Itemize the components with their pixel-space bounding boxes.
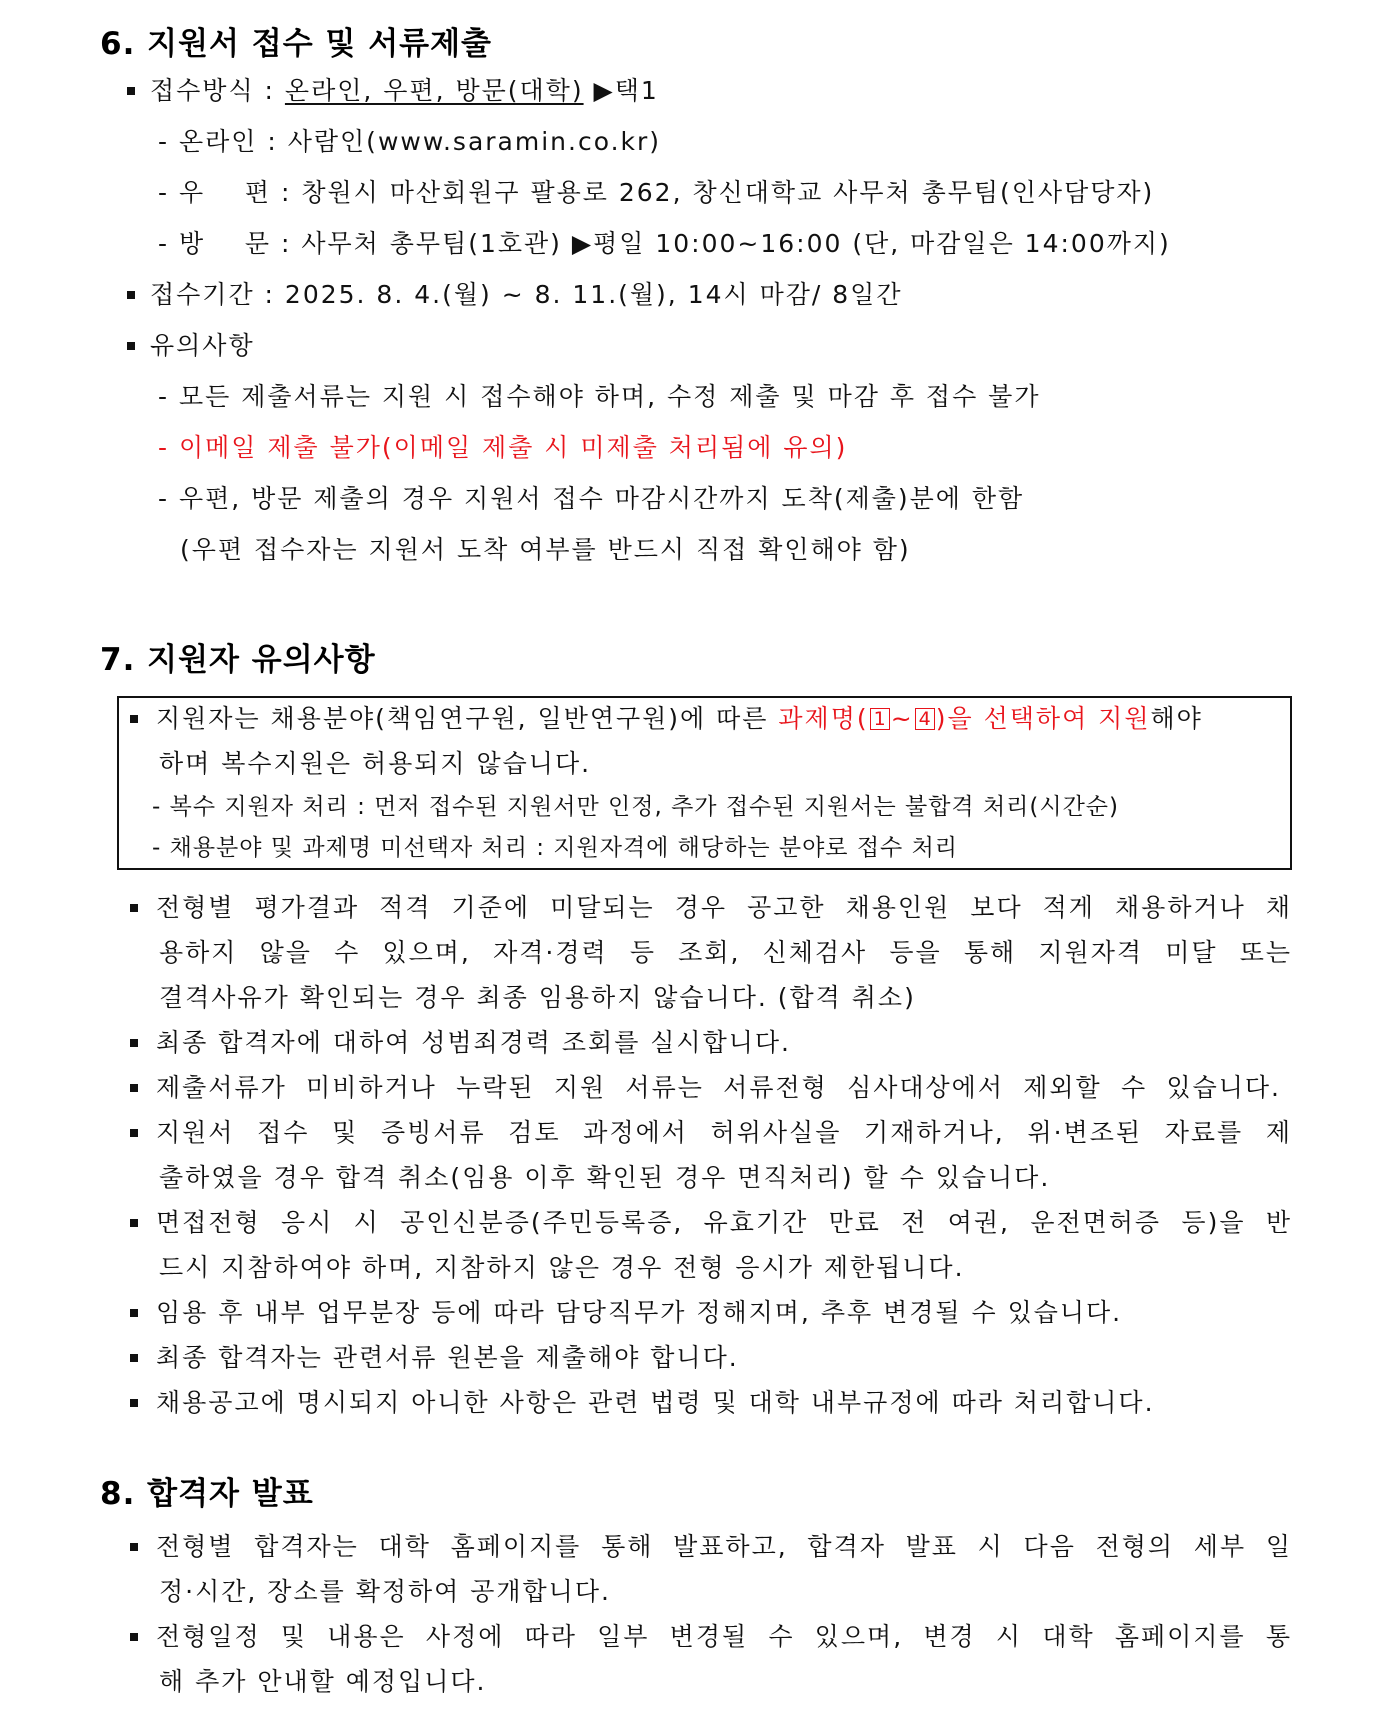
box-number-4: 4 (915, 708, 935, 730)
submission-method (150, 74, 659, 108)
box-tilde: ~ (890, 704, 914, 733)
bullet (127, 342, 135, 350)
section-7-title: 7. 지원자 유의사항 (100, 642, 376, 678)
bullet (130, 1129, 138, 1137)
item-5-line-2: 드시 지참하여야 하며, 지참하지 않은 경우 전형 응시가 제한됩니다. (159, 1253, 965, 1282)
box-sub-2: - 채용분야 및 과제명 미선택자 처리 : 지원자격에 해당하는 분야로 접수 처리 (152, 835, 959, 861)
bullet (130, 1039, 138, 1047)
bullet (127, 87, 135, 95)
notes-label: 유의사항 (150, 331, 255, 360)
box-sub-1: - 복수 지원자 처리 : 먼저 접수된 지원서만 인정, 추가 접수된 지원서는 불합격 처리(시간순) (152, 794, 1119, 820)
bullet (130, 1354, 138, 1362)
note-3-continued: (우편 접수자는 지원서 도착 여부를 반드시 직접 확인해야 함) (180, 535, 911, 564)
box-line-1 (156, 702, 1203, 736)
bullet (130, 715, 138, 723)
method-visit: - 방 문 : 사무처 총무팀(1호관) ▶평일 10:00~16:00 (단, 마감일은 14:00까지) (158, 229, 1171, 258)
method-tail: ▶택1 (583, 76, 659, 105)
item-1-line-3: 결격사유가 확인되는 경우 최종 임용하지 않습니다. (합격 취소) (159, 983, 916, 1012)
item-7: 최종 합격자는 관련서류 원본을 제출해야 합니다. (156, 1343, 739, 1372)
section-8-title: 8. 합격자 발표 (100, 1476, 314, 1512)
method-value: 온라인, 우편, 방문(대학) (284, 76, 584, 105)
bullet (130, 1219, 138, 1227)
box-red-2: )을 선택하여 지원 (935, 704, 1151, 733)
item-8: 채용공고에 명시되지 아니한 사항은 관련 법령 및 대학 내부규정에 따라 처리합니다. (156, 1388, 1155, 1417)
bullet (130, 904, 138, 912)
s8-item-2-line-2: 해 추가 안내할 예정입니다. (159, 1667, 487, 1696)
bullet (130, 1633, 138, 1641)
bullet (130, 1543, 138, 1551)
bullet (127, 291, 135, 299)
item-1-line-2: 용하지 않을 수 있으며, 자격·경력 등 조회, 신체검사 등을 통해 지원자격 미달 또는 (159, 938, 1292, 967)
submission-period: 접수기간 : 2025. 8. 4.(월) ~ 8. 11.(월), 14시 마감/ 8일간 (150, 280, 903, 309)
method-online: - 온라인 : 사람인(www.saramin.co.kr) (158, 127, 662, 156)
s8-item-1-line-2: 정·시간, 장소를 확정하여 공개합니다. (159, 1577, 611, 1606)
bullet (130, 1399, 138, 1407)
item-2: 최종 합격자에 대하여 성범죄경력 조회를 실시합니다. (156, 1028, 791, 1057)
s8-item-1-line-1: 전형별 합격자는 대학 홈페이지를 통해 발표하고, 합격자 발표 시 다음 전형의 세부 일 (156, 1532, 1292, 1561)
note-3: - 우편, 방문 제출의 경우 지원서 접수 마감시간까지 도착(제출)분에 한함 (158, 484, 1025, 513)
note-2: - 이메일 제출 불가(이메일 제출 시 미제출 처리됨에 유의) (158, 433, 848, 462)
method-post: - 우 편 : 창원시 마산회원구 팔용로 262, 창신대학교 사무처 총무팀(인사담당자) (158, 178, 1155, 207)
bullet (130, 1084, 138, 1092)
method-label: 접수방식 : (150, 76, 285, 105)
item-5-line-1: 면접전형 응시 시 공인신분증(주민등록증, 유효기간 만료 전 여권, 운전면허증 등)을 반 (156, 1208, 1292, 1237)
item-4-line-2: 출하였을 경우 합격 취소(임용 이후 확인된 경우 면직처리) 할 수 있습니다. (159, 1163, 1051, 1192)
box-text-b: 해야 (1150, 704, 1203, 733)
bullet (130, 1309, 138, 1317)
box-text-a: 지원자는 채용분야(책임연구원, 일반연구원)에 따른 (156, 704, 779, 733)
item-3: 제출서류가 미비하거나 누락된 지원 서류는 서류전형 심사대상에서 제외할 수 있습니다. (156, 1073, 1281, 1102)
item-6: 임용 후 내부 업무분장 등에 따라 담당직무가 정해지며, 추후 변경될 수 있습니다. (156, 1298, 1123, 1327)
box-line-2: 하며 복수지원은 허용되지 않습니다. (159, 749, 592, 778)
section-6-title: 6. 지원서 접수 및 서류제출 (100, 26, 492, 62)
box-red-1: 과제명( (778, 704, 869, 733)
item-4-line-1: 지원서 접수 및 증빙서류 검토 과정에서 허위사실을 기재하거나, 위·변조된 자료를 제 (156, 1118, 1292, 1147)
box-number-1: 1 (870, 708, 890, 730)
s8-item-2-line-1: 전형일정 및 내용은 사정에 따라 일부 변경될 수 있으며, 변경 시 대학 홈페이지를 통 (156, 1622, 1292, 1651)
note-1: - 모든 제출서류는 지원 시 접수해야 하며, 수정 제출 및 마감 후 접수 불가 (158, 382, 1041, 411)
item-1-line-1: 전형별 평가결과 적격 기준에 미달되는 경우 공고한 채용인원 보다 적게 채용하거나 채 (156, 893, 1292, 922)
